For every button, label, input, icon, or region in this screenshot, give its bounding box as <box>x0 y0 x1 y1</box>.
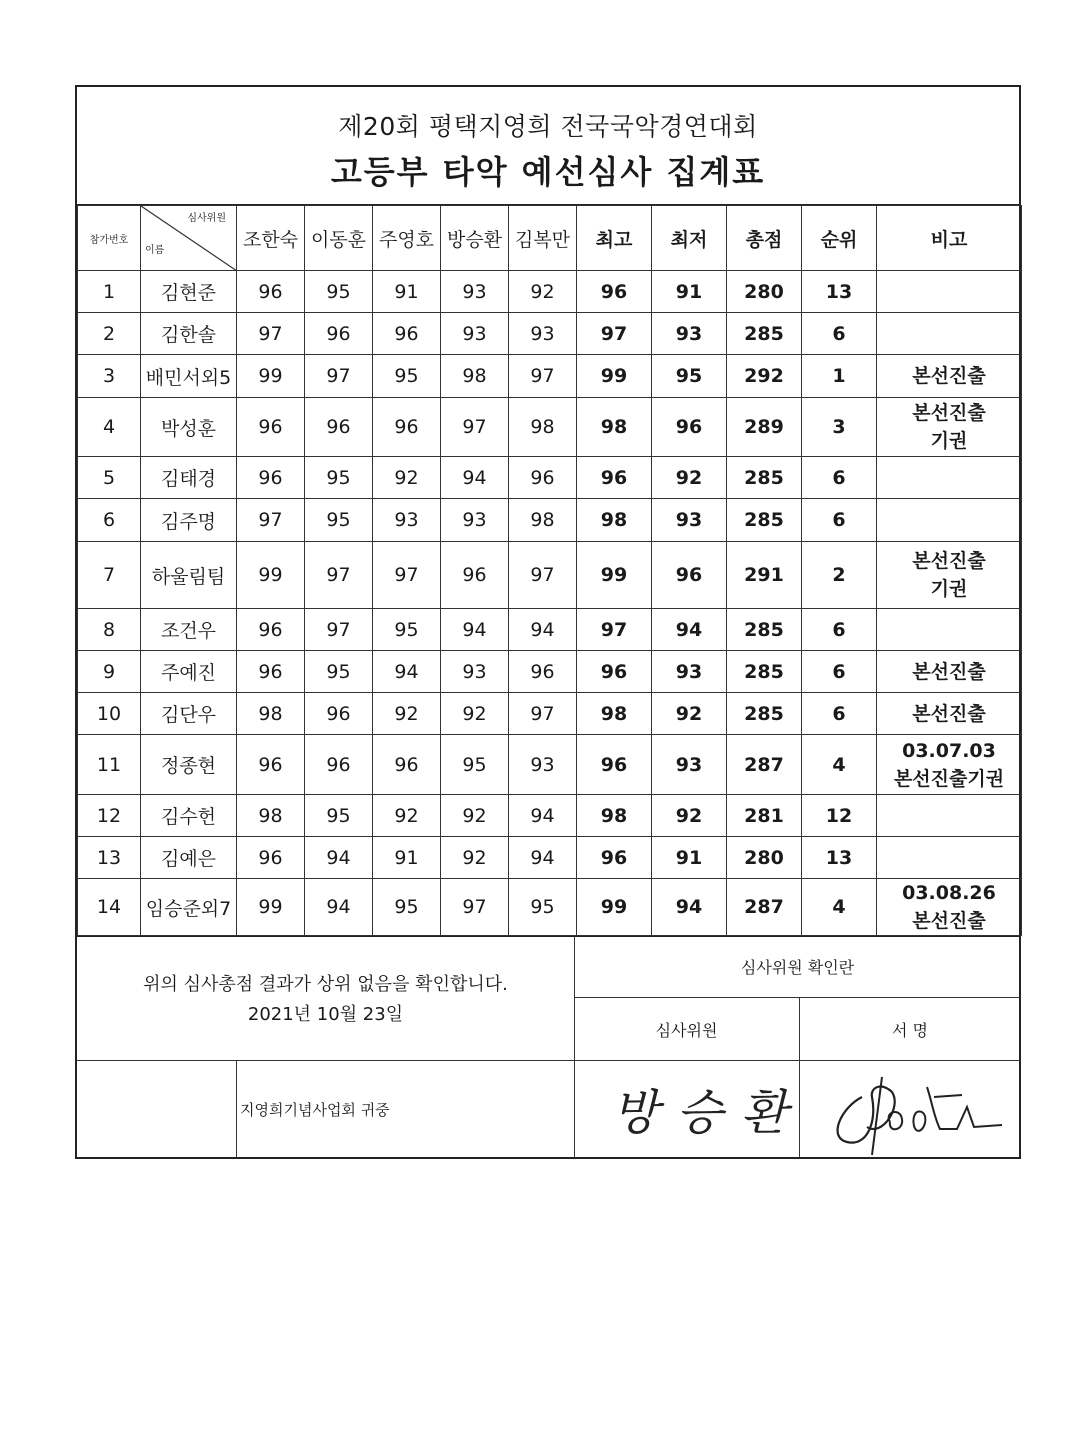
min-score-cell: 94 <box>652 609 727 651</box>
entry-number-cell: 1 <box>78 271 141 313</box>
organization-name: 지영희기념사업회 귀중 <box>240 1101 390 1119</box>
table-row <box>78 499 1022 542</box>
judge-label: 심사위원 <box>655 1021 718 1040</box>
total-score-cell: 285 <box>727 609 802 651</box>
rank-cell: 6 <box>802 651 877 693</box>
table-row <box>78 313 1022 355</box>
note-cell <box>877 795 1022 837</box>
judge-score-cell: 95 <box>373 879 441 936</box>
judge-score-cell: 96 <box>237 837 305 879</box>
diag-label-judges: 심사위원 <box>187 213 226 224</box>
participant-name-cell: 조건우 <box>141 609 237 651</box>
judge-score-cell: 93 <box>441 651 509 693</box>
col-header-judge: 이동훈 <box>305 206 373 271</box>
rank-cell: 12 <box>802 795 877 837</box>
table-row <box>78 735 1022 795</box>
participant-name-cell: 배민서외5 <box>141 355 237 398</box>
table-row <box>78 271 1022 313</box>
judge-score-cell: 95 <box>373 355 441 398</box>
col-header-name-judge <box>141 206 237 271</box>
judge-confirm-title: 심사위원 확인란 <box>740 958 855 977</box>
judge-score-cell: 96 <box>305 693 373 735</box>
divider <box>574 997 1021 998</box>
judge-score-cell: 97 <box>441 398 509 457</box>
judge-score-cell: 96 <box>237 271 305 313</box>
judge-score-cell: 97 <box>237 499 305 542</box>
judge-score-cell: 96 <box>441 542 509 609</box>
judge-score-cell: 94 <box>509 837 577 879</box>
note-line: 03.07.03 <box>902 739 996 762</box>
participant-name-cell: 김수헌 <box>141 795 237 837</box>
entry-number-cell: 3 <box>78 355 141 398</box>
participant-name-cell: 김한솔 <box>141 313 237 355</box>
judge-score-cell: 97 <box>305 542 373 609</box>
judge-score-cell: 96 <box>509 651 577 693</box>
judge-score-cell: 93 <box>441 313 509 355</box>
total-score-cell: 285 <box>727 499 802 542</box>
rank-cell: 13 <box>802 837 877 879</box>
total-score-cell: 280 <box>727 837 802 879</box>
min-score-cell: 96 <box>652 398 727 457</box>
judge-score-cell: 93 <box>509 313 577 355</box>
judge-score-cell: 97 <box>305 609 373 651</box>
judge-score-cell: 95 <box>305 271 373 313</box>
note-line: 본선진출 <box>912 365 986 387</box>
rank-cell: 1 <box>802 355 877 398</box>
note-cell <box>877 651 1022 693</box>
judge-score-cell: 95 <box>441 735 509 795</box>
note-line: 본선진출기권 <box>893 767 1005 790</box>
judge-score-cell: 98 <box>441 355 509 398</box>
note-cell <box>877 837 1022 879</box>
judge-score-cell: 94 <box>509 609 577 651</box>
judge-score-cell: 92 <box>373 457 441 499</box>
judge-score-cell: 92 <box>373 795 441 837</box>
judge-score-cell: 96 <box>305 735 373 795</box>
rank-cell: 4 <box>802 879 877 936</box>
max-score-cell: 96 <box>577 837 652 879</box>
table-row <box>78 651 1022 693</box>
total-score-cell: 285 <box>727 313 802 355</box>
participant-name-cell: 김현준 <box>141 271 237 313</box>
max-score-cell: 99 <box>577 879 652 936</box>
note-cell <box>877 271 1022 313</box>
col-header-no: 참가번호 <box>78 206 141 271</box>
judge-score-cell: 93 <box>441 271 509 313</box>
judge-score-cell: 98 <box>237 693 305 735</box>
note-cell <box>877 457 1022 499</box>
judge-score-cell: 95 <box>305 457 373 499</box>
title-box <box>77 87 1019 205</box>
judge-score-cell: 99 <box>237 542 305 609</box>
participant-name-cell: 김주명 <box>141 499 237 542</box>
entry-number-cell: 14 <box>78 879 141 936</box>
judge-score-cell: 93 <box>441 499 509 542</box>
score-sheet <box>75 85 1021 1159</box>
judge-score-cell: 94 <box>509 795 577 837</box>
total-score-cell: 287 <box>727 879 802 936</box>
max-score-cell: 97 <box>577 609 652 651</box>
judge-score-cell: 93 <box>373 499 441 542</box>
rank-cell: 6 <box>802 313 877 355</box>
note-cell <box>877 355 1022 398</box>
min-score-cell: 91 <box>652 271 727 313</box>
judge-score-cell: 98 <box>509 398 577 457</box>
col-header-total: 총점 <box>727 206 802 271</box>
max-score-cell: 99 <box>577 542 652 609</box>
note-line: 03.08.26 <box>902 882 996 904</box>
handwritten-judge-name: 방승환 <box>612 1085 806 1141</box>
judge-score-cell: 96 <box>305 313 373 355</box>
note-cell <box>877 879 1022 936</box>
note-line: 본선진출 <box>912 702 986 725</box>
participant-name-cell: 정종현 <box>141 735 237 795</box>
confirm-statement: 위의 심사총점 결과가 상위 없음을 확인합니다. <box>143 974 508 995</box>
min-score-cell: 94 <box>652 879 727 936</box>
judge-score-cell: 91 <box>373 271 441 313</box>
judge-score-cell: 96 <box>237 398 305 457</box>
participant-name-cell: 김태경 <box>141 457 237 499</box>
participant-name-cell: 하울림팀 <box>141 542 237 609</box>
note-line: 본선진출 <box>912 910 986 932</box>
note-line: 본선진출 <box>912 660 986 683</box>
judge-score-cell: 94 <box>441 609 509 651</box>
entry-number-cell: 4 <box>78 398 141 457</box>
diag-label-name: 이름 <box>145 245 165 256</box>
col-header-min: 최저 <box>652 206 727 271</box>
results-body <box>78 271 1022 936</box>
judge-score-cell: 95 <box>305 795 373 837</box>
judge-score-cell: 93 <box>509 735 577 795</box>
signature-image <box>822 1067 1012 1157</box>
participant-name-cell: 박성훈 <box>141 398 237 457</box>
judge-score-cell: 97 <box>509 542 577 609</box>
rank-cell: 6 <box>802 609 877 651</box>
max-score-cell: 98 <box>577 795 652 837</box>
min-score-cell: 93 <box>652 499 727 542</box>
judge-score-cell: 97 <box>509 693 577 735</box>
rank-cell: 6 <box>802 457 877 499</box>
judge-score-cell: 96 <box>373 735 441 795</box>
total-score-cell: 285 <box>727 457 802 499</box>
judge-score-cell: 95 <box>305 499 373 542</box>
min-score-cell: 93 <box>652 651 727 693</box>
col-header-judge: 주영호 <box>373 206 441 271</box>
entry-number-cell: 5 <box>78 457 141 499</box>
min-score-cell: 93 <box>652 735 727 795</box>
total-score-cell: 285 <box>727 651 802 693</box>
total-score-cell: 292 <box>727 355 802 398</box>
table-row <box>78 542 1022 609</box>
table-row <box>78 609 1022 651</box>
judge-score-cell: 94 <box>305 879 373 936</box>
col-header-note: 비고 <box>877 206 1022 271</box>
note-cell <box>877 398 1022 457</box>
judge-score-cell: 95 <box>509 879 577 936</box>
sign-label: 서 명 <box>892 1021 928 1040</box>
participant-name-cell: 김예은 <box>141 837 237 879</box>
note-line: 본선진출 <box>912 402 986 424</box>
judge-score-cell: 96 <box>237 609 305 651</box>
table-row <box>78 837 1022 879</box>
min-score-cell: 92 <box>652 457 727 499</box>
min-score-cell: 93 <box>652 313 727 355</box>
total-score-cell: 291 <box>727 542 802 609</box>
entry-number-cell: 2 <box>78 313 141 355</box>
max-score-cell: 96 <box>577 457 652 499</box>
judge-score-cell: 92 <box>441 693 509 735</box>
confirm-date: 2021년 10월 23일 <box>247 1004 404 1025</box>
judge-score-cell: 96 <box>305 398 373 457</box>
rank-cell: 4 <box>802 735 877 795</box>
judge-score-cell: 97 <box>237 313 305 355</box>
judge-score-cell: 99 <box>237 879 305 936</box>
entry-number-cell: 10 <box>78 693 141 735</box>
judge-score-cell: 95 <box>305 651 373 693</box>
max-score-cell: 96 <box>577 271 652 313</box>
divider <box>236 1060 237 1158</box>
max-score-cell: 97 <box>577 313 652 355</box>
judge-score-cell: 96 <box>373 398 441 457</box>
table-row <box>78 795 1022 837</box>
total-score-cell: 287 <box>727 735 802 795</box>
judge-score-cell: 94 <box>373 651 441 693</box>
note-cell <box>877 499 1022 542</box>
judge-score-cell: 92 <box>509 271 577 313</box>
judge-score-cell: 96 <box>509 457 577 499</box>
max-score-cell: 96 <box>577 735 652 795</box>
entry-number-cell: 11 <box>78 735 141 795</box>
table-row <box>78 693 1022 735</box>
note-cell <box>877 735 1022 795</box>
note-cell <box>877 609 1022 651</box>
rank-cell: 3 <box>802 398 877 457</box>
judge-score-cell: 97 <box>441 879 509 936</box>
min-score-cell: 96 <box>652 542 727 609</box>
note-line: 기권 <box>930 578 968 600</box>
max-score-cell: 98 <box>577 398 652 457</box>
judge-score-cell: 96 <box>237 457 305 499</box>
entry-number-cell: 8 <box>78 609 141 651</box>
total-score-cell: 280 <box>727 271 802 313</box>
note-cell <box>877 313 1022 355</box>
judge-score-cell: 97 <box>509 355 577 398</box>
total-score-cell: 281 <box>727 795 802 837</box>
participant-name-cell: 김단우 <box>141 693 237 735</box>
table-row <box>78 355 1022 398</box>
note-cell <box>877 693 1022 735</box>
judge-score-cell: 95 <box>373 609 441 651</box>
divider <box>77 1060 1021 1061</box>
min-score-cell: 91 <box>652 837 727 879</box>
results-table <box>77 205 1022 936</box>
judge-score-cell: 92 <box>373 693 441 735</box>
max-score-cell: 98 <box>577 693 652 735</box>
rank-cell: 6 <box>802 693 877 735</box>
table-row <box>78 398 1022 457</box>
judge-score-cell: 97 <box>305 355 373 398</box>
sheet-title: 고등부 타악 예선심사 집계표 <box>330 153 766 191</box>
confirmation-section <box>77 936 1021 1159</box>
judge-score-cell: 94 <box>441 457 509 499</box>
table-row <box>78 879 1022 936</box>
judge-score-cell: 91 <box>373 837 441 879</box>
judge-score-cell: 97 <box>373 542 441 609</box>
participant-name-cell: 주예진 <box>141 651 237 693</box>
judge-score-cell: 94 <box>305 837 373 879</box>
col-header-max: 최고 <box>577 206 652 271</box>
judge-score-cell: 92 <box>441 837 509 879</box>
rank-cell: 13 <box>802 271 877 313</box>
note-line: 본선진출 <box>912 550 986 572</box>
note-line: 기권 <box>930 430 968 452</box>
rank-cell: 2 <box>802 542 877 609</box>
col-header-judge: 조한숙 <box>237 206 305 271</box>
min-score-cell: 92 <box>652 795 727 837</box>
col-header-judge: 김복만 <box>509 206 577 271</box>
competition-title: 제20회 평택지영희 전국국악경연대회 <box>338 112 758 141</box>
col-header-judge: 방승환 <box>441 206 509 271</box>
min-score-cell: 92 <box>652 693 727 735</box>
entry-number-cell: 13 <box>78 837 141 879</box>
judge-score-cell: 98 <box>237 795 305 837</box>
entry-number-cell: 6 <box>78 499 141 542</box>
max-score-cell: 99 <box>577 355 652 398</box>
rank-cell: 6 <box>802 499 877 542</box>
judge-score-cell: 96 <box>237 735 305 795</box>
judge-score-cell: 92 <box>441 795 509 837</box>
participant-name-cell: 임승준외7 <box>141 879 237 936</box>
max-score-cell: 96 <box>577 651 652 693</box>
header-row <box>78 206 1022 271</box>
entry-number-cell: 9 <box>78 651 141 693</box>
col-header-rank: 순위 <box>802 206 877 271</box>
total-score-cell: 289 <box>727 398 802 457</box>
judge-score-cell: 96 <box>237 651 305 693</box>
note-cell <box>877 542 1022 609</box>
judge-score-cell: 96 <box>373 313 441 355</box>
max-score-cell: 98 <box>577 499 652 542</box>
entry-number-cell: 7 <box>78 542 141 609</box>
min-score-cell: 95 <box>652 355 727 398</box>
total-score-cell: 285 <box>727 693 802 735</box>
table-row <box>78 457 1022 499</box>
entry-number-cell: 12 <box>78 795 141 837</box>
judge-score-cell: 99 <box>237 355 305 398</box>
judge-score-cell: 98 <box>509 499 577 542</box>
